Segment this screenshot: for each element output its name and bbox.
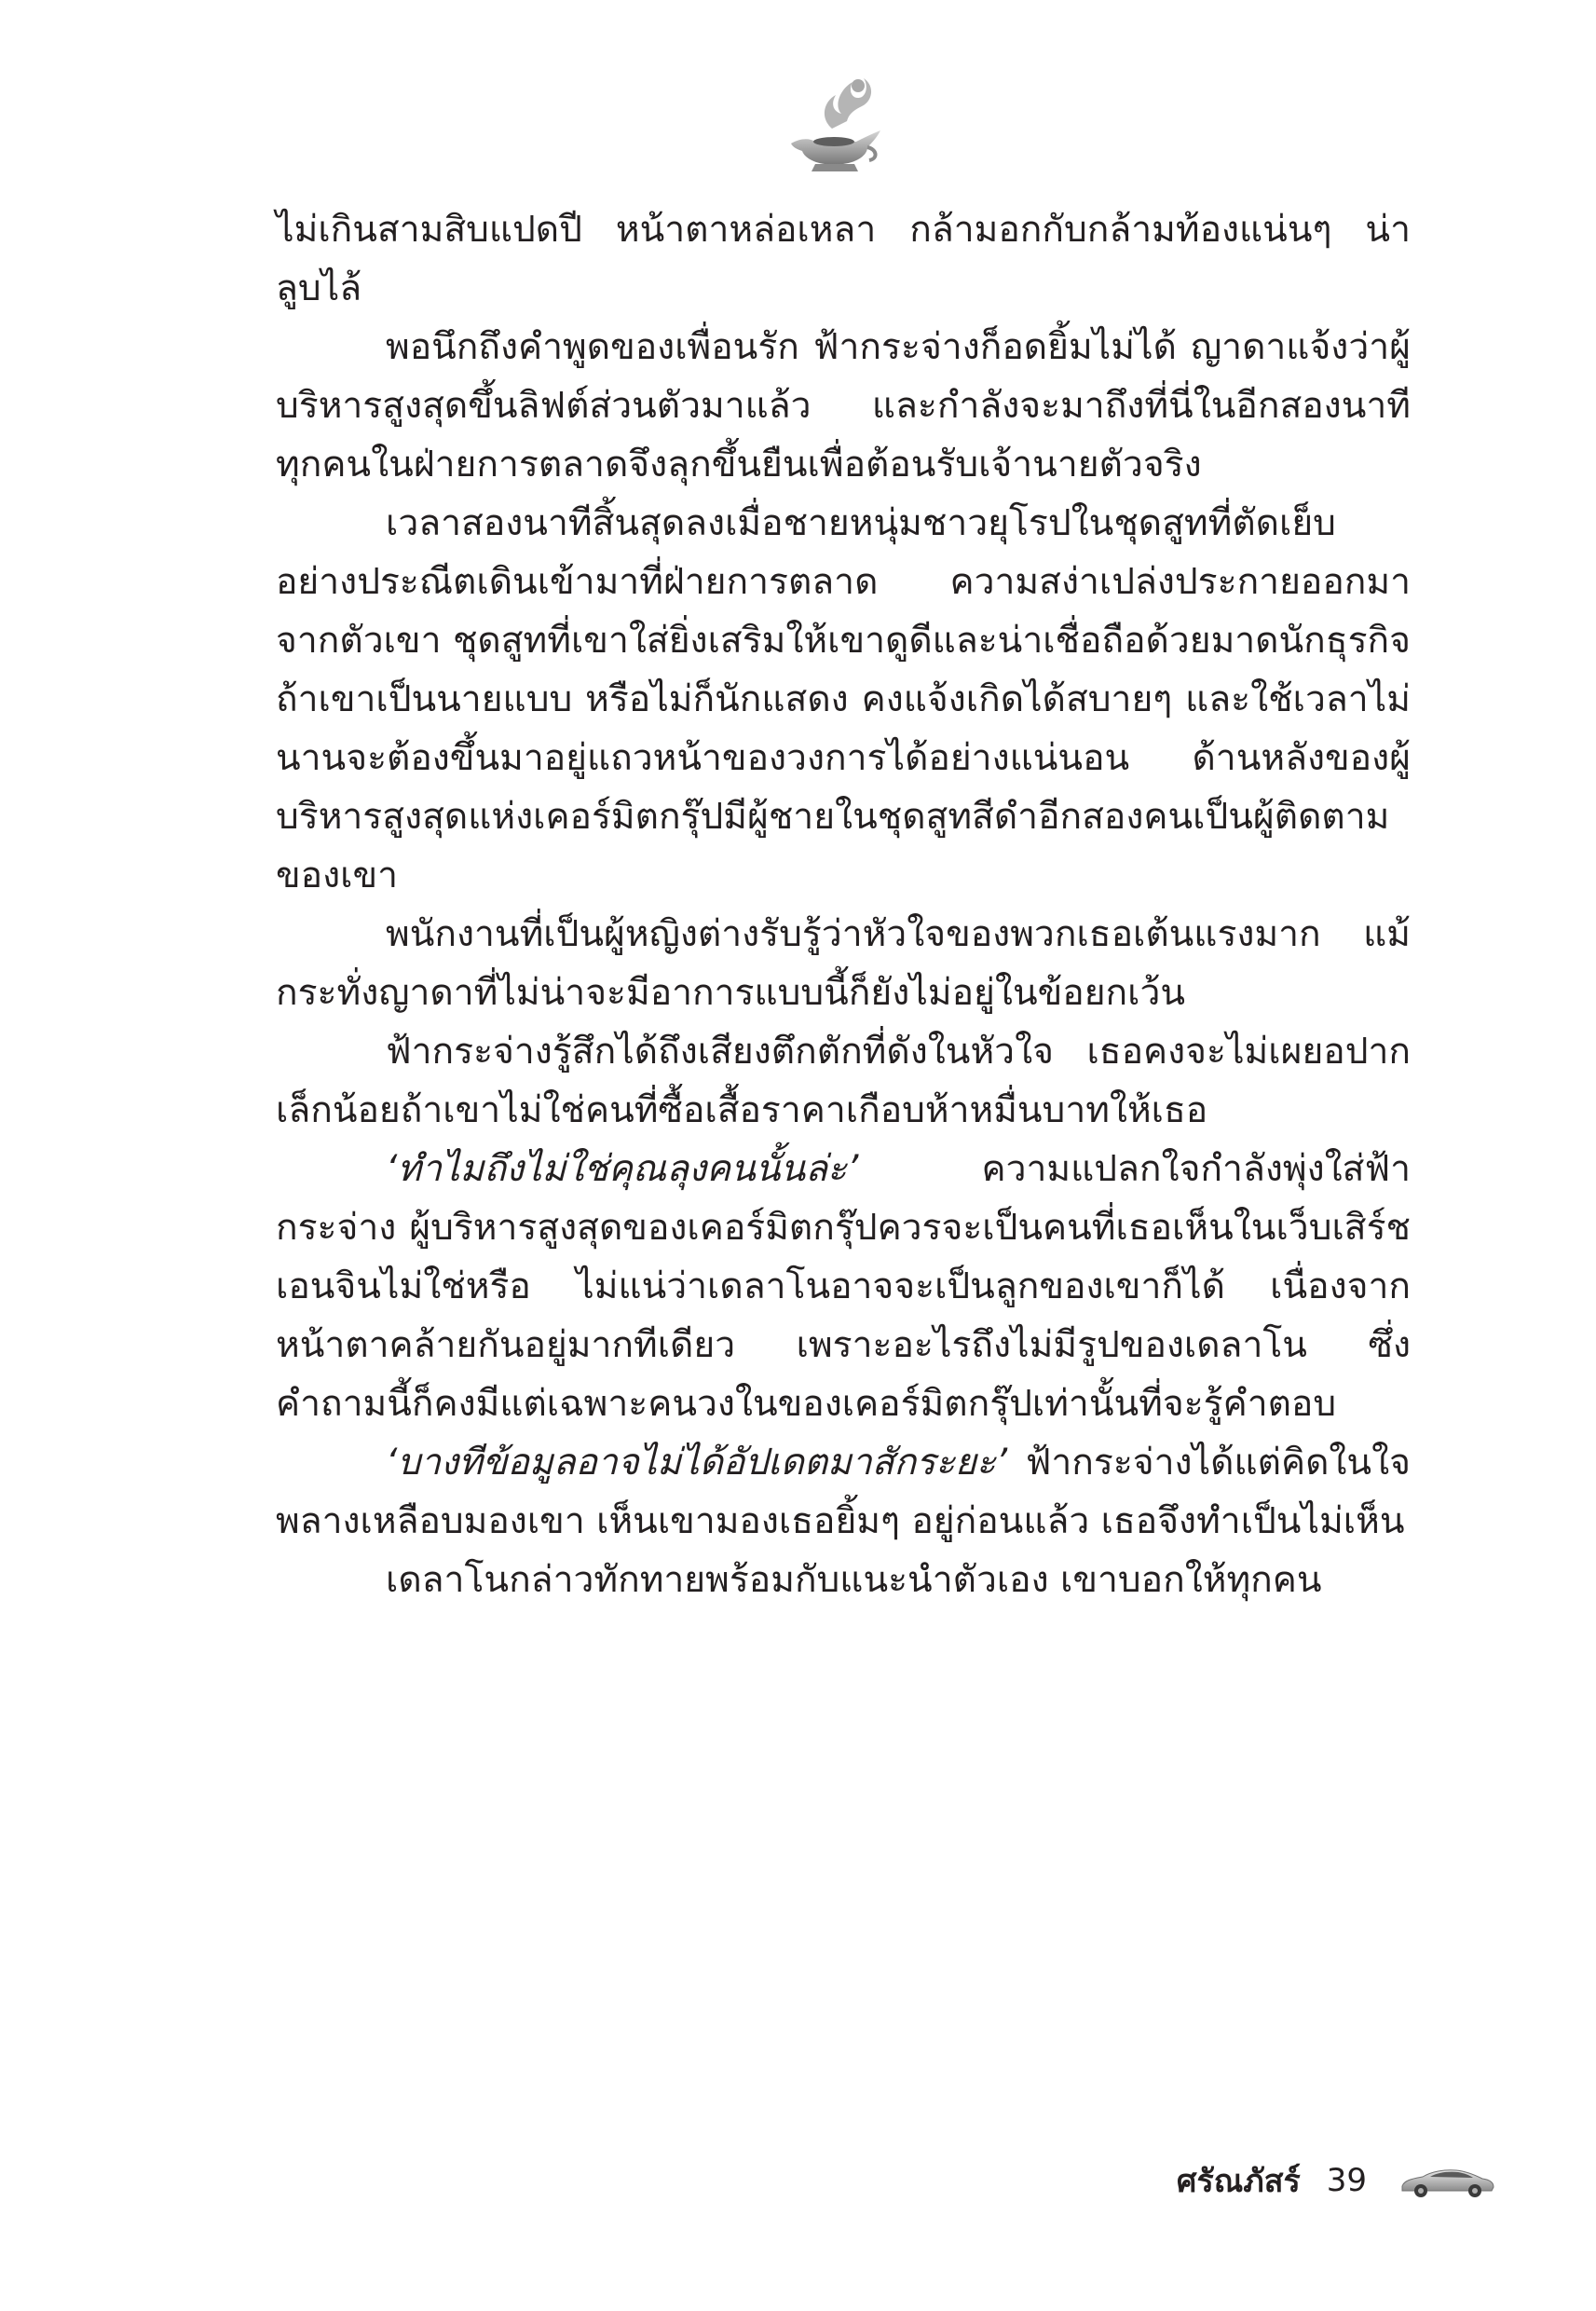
italic-thought: ‘บางทีข้อมูลอาจไม่ได้อัปเดตมาสักระยะ’: [386, 1442, 1008, 1484]
paragraph-text: เดลาโนกล่าวทักทายพร้อมกับแนะนำตัวเอง เขาบอกให้ทุกคน: [386, 1559, 1322, 1601]
paragraph-text: พอนึกถึงคำพูดของเพื่อนรัก ฟ้ากระจ่างก็อดยิ้มไม่ได้ ญาดาแจ้งว่าผู้บริหารสูงสุดขึ้นลิฟต์ส่วนตัวมาแล้ว และกำลังจะมาถึงที่นี่ในอีกสองนาที ทุกคนในฝ่ายการตลาดจึงลุกขึ้นยืนเพื่อต้อนรับเจ้านายตัวจริง: [276, 326, 1411, 485]
paragraph-text: ฟ้ากระจ่างรู้สึกได้ถึงเสียงตึกตักที่ดังในหัวใจ เธอคงจะไม่เผยอปากเล็กน้อยถ้าเขาไม่ใช่คนที่ซื้อเสื้อราคาเกือบห้าหมื่นบาทให้เธอ: [276, 1031, 1411, 1131]
paragraph: [276, 318, 1411, 494]
paragraph: [276, 1433, 1411, 1551]
sports-car-icon: [1398, 2162, 1495, 2199]
paragraph-text: พนักงานที่เป็นผู้หญิงต่างรับรู้ว่าหัวใจของพวกเธอเต้นแรงมาก แม้กระทั่งญาดาที่ไม่น่าจะมีอาการแบบนี้ก็ยังไม่อยู่ในข้อยกเว้น: [276, 913, 1411, 1014]
italic-thought: ‘ทำไมถึงไม่ใช่คุณลุงคนนั้นล่ะ’: [386, 1148, 859, 1190]
paragraph: [276, 905, 1411, 1022]
paragraph-text: เวลาสองนาทีสิ้นสุดลงเมื่อชายหนุ่มชาวยุโรปในชุดสูทที่ตัดเย็บอย่างประณีตเดินเข้ามาที่ฝ่ายการตลาด ความสง่าเปล่งประกายออกมาจากตัวเขา ชุดสูทที่เขาใส่ยิ่งเสริมให้เขาดูดีและน่าเชื่อถือด้วยมาดนักธุรกิจ ถ้าเขาเป็นนายแบบ หรือไม่ก็นักแสดง คงแจ้งเกิดได้สบายๆ และใช้เวลาไม่นานจะต้องขึ้นมาอยู่แถวหน้าของวงการได้อย่างแน่นอน ด้านหลังของผู้บริหารสูงสุดแห่งเคอร์มิตกรุ๊ปมีผู้ชายในชุดสูทสีดำอีกสองคนเป็นผู้ติดตามของเขา: [276, 502, 1411, 896]
author-name: ศรัณภัสร์: [1176, 2163, 1301, 2200]
paragraph: [276, 1140, 1411, 1433]
paragraph: [276, 200, 1411, 318]
paragraph-text: ความแปลกใจกำลังพุ่งใส่ฟ้ากระจ่าง ผู้บริหารสูงสุดของเคอร์มิตกรุ๊ปควรจะเป็นคนที่เธอเห็นในเว็บเสิร์ชเอนจินไม่ใช่หรือ ไม่แน่ว่าเดลาโนอาจจะเป็นลูกของเขาก็ได้ เนื่องจากหน้าตาคล้ายกันอยู่มากทีเดียว เพราะอะไรถึงไม่มีรูปของเดลาโน ซึ่งคำถามนี้ก็คงมีแต่เฉพาะคนวงในของเคอร์มิตกรุ๊ปเท่านั้นที่จะรู้คำตอบ: [276, 1148, 1411, 1425]
body-text: [276, 200, 1411, 1609]
paragraph-text: ไม่เกินสามสิบแปดปี หน้าตาหล่อเหลา กล้ามอกกับกล้ามท้องแน่นๆ น่าลูบไล้: [276, 209, 1411, 309]
page-number: 39: [1326, 2162, 1367, 2199]
paragraph: [276, 494, 1411, 905]
paragraph: [276, 1551, 1411, 1609]
paragraph: [276, 1022, 1411, 1140]
genie-lamp-icon: [778, 73, 892, 177]
page-footer: [1177, 2153, 1495, 2208]
paragraph-text: ฟ้ากระจ่างได้แต่คิดในใจ พลางเหลือบมองเขา เห็นเขามองเธอยิ้มๆ อยู่ก่อนแล้ว เธอจึงทำเป็นไม่เห็น: [276, 1442, 1411, 1542]
